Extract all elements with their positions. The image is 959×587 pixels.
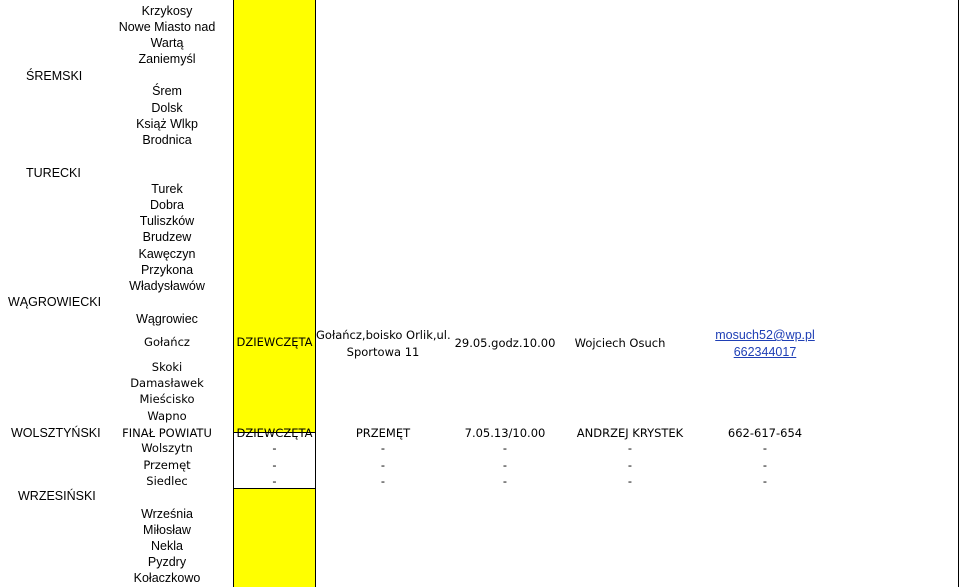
town-cell: Wartą bbox=[150, 36, 184, 50]
town-cell: Siedlec bbox=[146, 474, 188, 488]
highlight-column-bottom bbox=[234, 488, 315, 587]
town-cell: Krzykosy bbox=[141, 4, 193, 18]
town-cell: Wolszytn bbox=[141, 441, 193, 455]
dash-cell: - bbox=[502, 458, 508, 472]
category-cell: DZIEWCZĘTA bbox=[236, 335, 313, 349]
date-cell: 29.05.godz.10.00 bbox=[454, 336, 556, 350]
town-cell: Władysławów bbox=[129, 279, 205, 293]
town-cell: Przemęt bbox=[143, 458, 191, 472]
town-cell: Zaniemyśl bbox=[138, 52, 196, 66]
town-cell: Dobra bbox=[149, 198, 185, 212]
town-cell: Kołaczkowo bbox=[133, 571, 201, 585]
town-cell: Września bbox=[141, 507, 193, 521]
town-cell: Pyzdry bbox=[147, 555, 187, 569]
dash-cell: - bbox=[272, 458, 277, 472]
county-wagrowiecki: WĄGROWIECKI bbox=[8, 295, 102, 309]
dash-cell: - bbox=[272, 474, 277, 488]
organizer-cell: Wojciech Osuch bbox=[574, 336, 666, 350]
town-cell: Wągrowiec bbox=[136, 312, 198, 326]
town-cell: Kawęczyn bbox=[138, 247, 196, 261]
town-cell: Książ Wlkp bbox=[136, 117, 198, 131]
email-link[interactable]: mosuch52@wp.pl bbox=[715, 328, 815, 342]
county-turecki: TURECKI bbox=[26, 166, 81, 180]
venue-line-2: Sportowa 11 bbox=[346, 345, 420, 359]
town-cell: Nekla bbox=[151, 539, 183, 553]
organizer-cell: ANDRZEJ KRYSTEK bbox=[576, 426, 684, 440]
phone-link[interactable]: 662344017 bbox=[733, 345, 797, 359]
highlight-column-top bbox=[234, 0, 315, 432]
dash-cell: - bbox=[272, 441, 277, 455]
date-cell: 7.05.13/10.00 bbox=[464, 426, 546, 440]
town-cell: Skoki bbox=[151, 360, 183, 374]
dash-cell: - bbox=[762, 458, 768, 472]
town-cell: Damasławek bbox=[130, 376, 204, 390]
town-cell: Miłosław bbox=[143, 523, 191, 537]
dash-cell: - bbox=[762, 441, 768, 455]
town-cell: Turek bbox=[151, 182, 183, 196]
county-sremski: ŚREMSKI bbox=[26, 69, 83, 83]
town-cell: Mieścisko bbox=[139, 392, 195, 406]
town-cell: Wapno bbox=[147, 409, 187, 423]
dash-cell: - bbox=[627, 474, 633, 488]
town-cell: Śrem bbox=[152, 84, 182, 98]
dash-cell: - bbox=[762, 474, 768, 488]
county-wolsztynski: WOLSZTYŃSKI bbox=[11, 426, 101, 440]
dash-cell: - bbox=[380, 474, 386, 488]
venue-cell: PRZEMĘT bbox=[355, 426, 411, 440]
dash-cell: - bbox=[502, 441, 508, 455]
phone-cell: 662-617-654 bbox=[727, 426, 803, 440]
venue-line-1: Gołańcz,boisko Orlik,ul. bbox=[316, 328, 451, 342]
dash-cell: - bbox=[380, 458, 386, 472]
column-border bbox=[315, 0, 316, 587]
town-cell: Gołańcz bbox=[144, 335, 190, 349]
dash-cell: - bbox=[502, 474, 508, 488]
town-cell: Brudzew bbox=[142, 230, 192, 244]
town-cell: Przykona bbox=[140, 263, 194, 277]
town-cell: Tuliszków bbox=[139, 214, 195, 228]
dash-cell: - bbox=[380, 441, 386, 455]
county-wrzesinski: WRZESIŃSKI bbox=[18, 489, 96, 503]
dash-cell: - bbox=[627, 458, 633, 472]
town-cell: Nowe Miasto nad bbox=[118, 20, 216, 34]
town-cell: Brodnica bbox=[142, 133, 192, 147]
dash-cell: - bbox=[627, 441, 633, 455]
town-cell: Dolsk bbox=[151, 101, 183, 115]
stage-cell: FINAŁ POWIATU bbox=[122, 426, 212, 440]
category-cell: DZIEWCZĘTA bbox=[236, 426, 313, 440]
